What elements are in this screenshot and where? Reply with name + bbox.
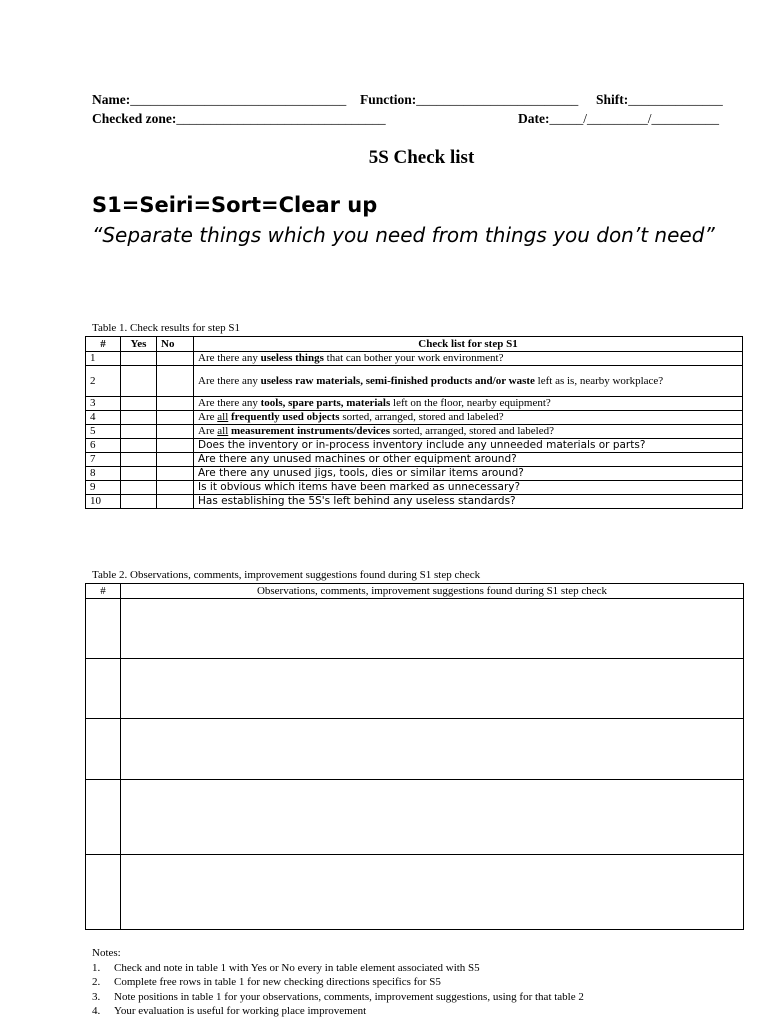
table-row xyxy=(86,439,743,453)
yes-cell[interactable] xyxy=(121,411,157,425)
row-number-cell[interactable] xyxy=(86,780,121,855)
emphasis-text: measurement instruments/devices xyxy=(231,425,390,437)
table-row xyxy=(86,495,743,509)
step-quote: “Separate things which you need from things you don’t need” xyxy=(92,223,715,247)
no-cell[interactable] xyxy=(157,397,194,411)
text-fragment: Does the inventory or in-process inventory include any unneeded materials or parts? xyxy=(198,439,646,451)
row-number: 10 xyxy=(86,495,121,509)
table-row xyxy=(86,467,743,481)
text-fragment: Are there any unused machines or other equipment around? xyxy=(198,453,517,465)
check-item-text xyxy=(194,467,743,481)
check-item-text xyxy=(194,439,743,453)
no-cell[interactable] xyxy=(157,453,194,467)
name-line[interactable]: ________________________________ xyxy=(130,92,347,107)
note-number: 3. xyxy=(92,990,101,1003)
observations-table xyxy=(85,583,744,930)
table-row xyxy=(86,366,743,397)
row-number-cell[interactable] xyxy=(86,719,121,780)
text-fragment: left on the floor, nearby equipment? xyxy=(390,397,551,409)
no-cell[interactable] xyxy=(157,366,194,397)
table-row xyxy=(86,780,744,855)
check-item-text xyxy=(194,411,743,425)
table-row xyxy=(86,855,744,930)
note-text: Check and note in table 1 with Yes or No every in table element associated with S5 xyxy=(114,961,480,974)
observation-cell[interactable] xyxy=(121,855,744,930)
function-field-row xyxy=(360,92,578,108)
table2-header-row xyxy=(86,584,744,599)
check-item-text xyxy=(194,397,743,411)
text-fragment: Is it obvious which items have been marked as unnecessary? xyxy=(198,481,521,493)
yes-cell[interactable] xyxy=(121,439,157,453)
shift-label: Shift: xyxy=(596,92,629,107)
text-fragment: Are there any xyxy=(198,397,261,409)
col-no-header: No xyxy=(157,337,194,352)
observation-cell[interactable] xyxy=(121,780,744,855)
date-label: Date: xyxy=(518,111,550,126)
note-text: Your evaluation is useful for working place improvement xyxy=(114,1005,367,1017)
col-yes-header: Yes xyxy=(121,337,157,352)
shift-line[interactable]: ______________ xyxy=(628,92,723,107)
row-number: 9 xyxy=(86,481,121,495)
check-item-text xyxy=(194,425,743,439)
check-item-text xyxy=(194,453,743,467)
note-item xyxy=(92,990,584,1005)
name-label: Name: xyxy=(92,92,131,107)
table-row xyxy=(86,481,743,495)
step-heading: S1=Seiri=Sort=Clear up xyxy=(92,193,378,217)
note-item xyxy=(92,1004,584,1019)
yes-cell[interactable] xyxy=(121,425,157,439)
note-item xyxy=(92,975,584,990)
no-cell[interactable] xyxy=(157,439,194,453)
yes-cell[interactable] xyxy=(121,397,157,411)
table-row xyxy=(86,411,743,425)
table-row xyxy=(86,352,743,366)
row-number: 4 xyxy=(86,411,121,425)
zone-line[interactable]: _______________________________ xyxy=(176,111,386,126)
check-results-table xyxy=(85,336,743,509)
note-text: Note positions in table 1 for your observations, comments, improvement suggestions, using for that table 2 xyxy=(114,990,584,1003)
text-fragment: Has establishing the 5S's left behind any useless standards? xyxy=(198,495,516,507)
name-field-row xyxy=(92,92,346,108)
no-cell[interactable] xyxy=(157,425,194,439)
text-fragment: Are there any xyxy=(198,352,261,364)
row-number-cell[interactable] xyxy=(86,659,121,719)
yes-cell[interactable] xyxy=(121,481,157,495)
row-number-cell[interactable] xyxy=(86,855,121,930)
note-number: 4. xyxy=(92,1005,101,1017)
observation-cell[interactable] xyxy=(121,659,744,719)
yes-cell[interactable] xyxy=(121,453,157,467)
table-row xyxy=(86,397,743,411)
row-number: 5 xyxy=(86,425,121,439)
note-number: 1. xyxy=(92,961,101,974)
table-row xyxy=(86,599,744,659)
row-number: 8 xyxy=(86,467,121,481)
text-fragment: all xyxy=(217,425,229,437)
notes-title: Notes: xyxy=(92,947,121,959)
text-fragment: that can bother your work environment? xyxy=(323,352,504,364)
no-cell[interactable] xyxy=(157,352,194,366)
zone-field-row xyxy=(92,111,386,127)
emphasis-text: tools, spare parts, materials xyxy=(260,397,391,409)
table2-caption: Table 2. Observations, comments, improvement suggestions found during S1 step check xyxy=(92,569,481,581)
yes-cell[interactable] xyxy=(121,352,157,366)
row-number: 7 xyxy=(86,453,121,467)
table-row xyxy=(86,425,743,439)
text-fragment: Are there any unused jigs, tools, dies or similar items around? xyxy=(198,467,524,479)
no-cell[interactable] xyxy=(157,495,194,509)
text-fragment: left as is, nearby workplace? xyxy=(534,374,664,387)
table-row xyxy=(86,453,743,467)
shift-field-row xyxy=(596,92,723,108)
zone-label: Checked zone: xyxy=(92,111,177,126)
document-title: 5S Check list xyxy=(368,147,475,168)
notes-section xyxy=(92,946,584,1019)
emphasis-text: frequently used objects xyxy=(231,411,340,423)
date-line[interactable]: _____/_________/__________ xyxy=(549,111,719,126)
col-number-header: # xyxy=(86,337,121,352)
col-number-header: # xyxy=(86,584,121,599)
text-fragment: sorted, arranged, stored and labeled? xyxy=(339,411,504,423)
text-fragment: Are there any xyxy=(198,374,261,387)
text-fragment: Are xyxy=(198,425,218,437)
row-number-cell[interactable] xyxy=(86,599,121,659)
text-fragment: all xyxy=(217,411,229,423)
function-label: Function: xyxy=(360,92,417,107)
check-item-text xyxy=(194,481,743,495)
emphasis-text: useless raw materials, semi-finished products and/or waste xyxy=(260,374,535,387)
yes-cell[interactable] xyxy=(121,495,157,509)
note-item xyxy=(92,961,584,976)
check-item-text xyxy=(194,366,743,397)
observation-cell[interactable] xyxy=(121,599,744,659)
check-item-text xyxy=(194,495,743,509)
date-field-row xyxy=(518,111,719,127)
row-number: 6 xyxy=(86,439,121,453)
table-row xyxy=(86,659,744,719)
no-cell[interactable] xyxy=(157,481,194,495)
row-number: 1 xyxy=(86,352,121,366)
col-checklist-header: Check list for step S1 xyxy=(194,337,743,352)
table-row xyxy=(86,719,744,780)
note-number: 2. xyxy=(92,976,101,988)
table1-header-row xyxy=(86,337,743,352)
yes-cell[interactable] xyxy=(121,366,157,397)
col-observations-header: Observations, comments, improvement suggestions found during S1 step check xyxy=(121,584,744,599)
row-number: 2 xyxy=(86,366,121,397)
row-number: 3 xyxy=(86,397,121,411)
no-cell[interactable] xyxy=(157,411,194,425)
emphasis-text: useless things xyxy=(260,352,324,364)
text-fragment: Are xyxy=(198,411,218,423)
no-cell[interactable] xyxy=(157,467,194,481)
table1-caption: Table 1. Check results for step S1 xyxy=(92,322,241,334)
text-fragment: sorted, arranged, stored and labeled? xyxy=(389,425,554,437)
function-line[interactable]: ________________________ xyxy=(416,92,579,107)
note-text: Complete free rows in table 1 for new checking directions specifics for S5 xyxy=(114,976,441,988)
observation-cell[interactable] xyxy=(121,719,744,780)
yes-cell[interactable] xyxy=(121,467,157,481)
check-item-text xyxy=(194,352,743,366)
